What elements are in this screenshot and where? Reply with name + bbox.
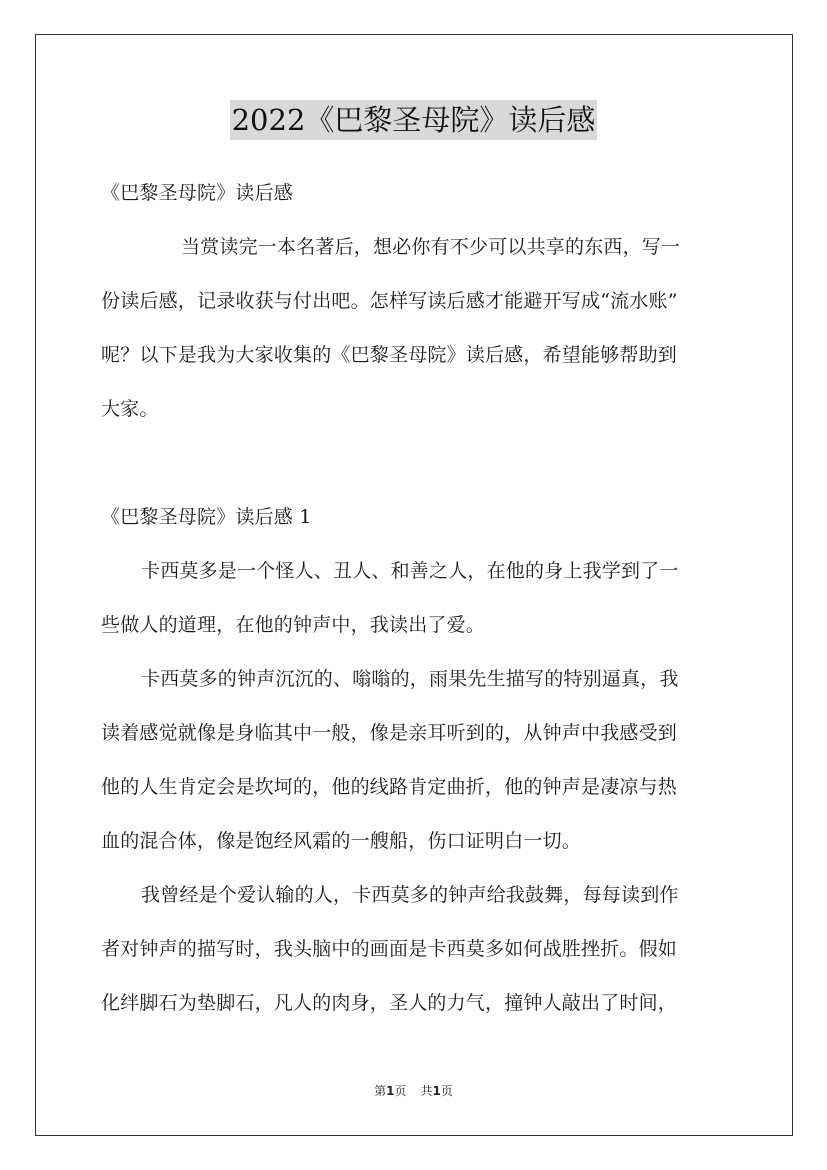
paragraph-line: 他的人生肯定会是坎坷的，他的线路肯定曲折，他的钟声是凄凉与热: [101, 776, 678, 798]
intro-line: 当赏读完一本名著后，想必你有不少可以共享的东西，写一: [181, 236, 681, 258]
spacer: [101, 436, 729, 490]
section-heading: 《巴黎圣母院》读后感 1: [101, 506, 312, 528]
document-subtitle: 《巴黎圣母院》读后感: [101, 182, 294, 204]
page-footer: [0, 1082, 827, 1099]
total-unit: 页: [440, 1084, 453, 1098]
page-total: 1: [432, 1084, 441, 1098]
paragraph-line: 卡西莫多是一个怪人、丑人、和善之人，在他的身上我学到了一: [141, 560, 679, 582]
page-unit: 页: [394, 1084, 407, 1098]
paragraph-line: 化绊脚石为垫脚石，凡人的肉身，圣人的力气，撞钟人敲出了时间，: [101, 992, 678, 1014]
paragraph-line: 者对钟声的描写时，我头脑中的画面是卡西莫多如何战胜挫折。假如: [101, 938, 678, 960]
document-body: [101, 166, 729, 1030]
paragraph-line: 卡西莫多的钟声沉沉的、嗡嗡的，雨果先生描写的特别逼真，我: [141, 668, 679, 690]
page-prefix: 第: [374, 1084, 387, 1098]
paragraph-line: 读着感觉就像是身临其中一般，像是亲耳听到的，从钟声中我感受到: [101, 722, 678, 744]
intro-line: 大家。: [101, 398, 159, 420]
paragraph-line: 血的混合体，像是饱经风霜的一艘船，伤口证明白一切。: [101, 830, 582, 852]
document-title: 2022《巴黎圣母院》读后感: [230, 100, 598, 140]
total-prefix: 共: [420, 1084, 433, 1098]
paragraph-line: 些做人的道理，在他的钟声中，我读出了爱。: [101, 614, 486, 636]
intro-line: 呢？以下是我为大家收集的《巴黎圣母院》读后感，希望能够帮助到: [101, 344, 678, 366]
page-current: 1: [386, 1084, 395, 1098]
intro-line: 份读后感，记录收获与付出吧。怎样写读后感才能避开写成“流水账”: [101, 290, 678, 312]
paragraph-line: 我曾经是个爱认输的人，卡西莫多的钟声给我鼓舞，每每读到作: [141, 884, 679, 906]
title-container: [0, 100, 827, 140]
